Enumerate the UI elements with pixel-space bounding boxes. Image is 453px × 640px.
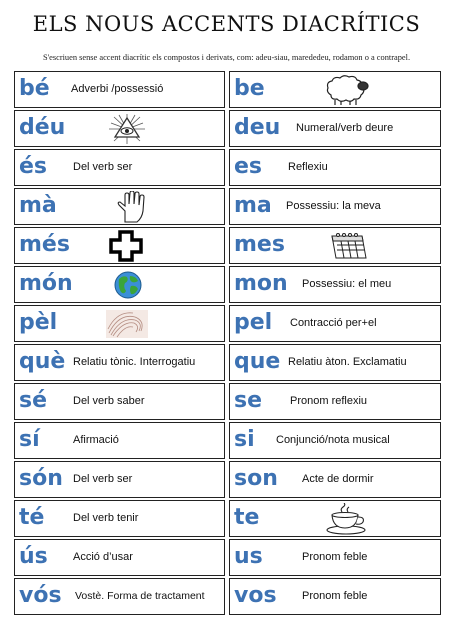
word-cell-right bbox=[229, 71, 441, 108]
accented-word: bé bbox=[19, 76, 50, 101]
unaccented-word: pel bbox=[234, 310, 273, 335]
table-row bbox=[14, 422, 441, 459]
word-cell-left bbox=[14, 227, 225, 264]
hair-icon bbox=[105, 309, 149, 339]
word-cell-left bbox=[14, 71, 225, 108]
calendar-icon bbox=[328, 230, 370, 262]
word-cell-right bbox=[229, 383, 441, 420]
unaccented-word: es bbox=[234, 154, 263, 179]
table-row bbox=[14, 149, 441, 186]
accented-word: és bbox=[19, 154, 48, 179]
word-cell-right bbox=[229, 500, 441, 537]
word-cell-left bbox=[14, 110, 225, 147]
unaccented-word: be bbox=[234, 76, 265, 101]
word-description: Pronom feble bbox=[302, 590, 368, 602]
table-row bbox=[14, 383, 441, 420]
table-row bbox=[14, 539, 441, 576]
accented-word: vós bbox=[19, 583, 62, 608]
table-row bbox=[14, 578, 441, 615]
unaccented-word: ma bbox=[234, 193, 272, 218]
unaccented-word: te bbox=[234, 505, 260, 530]
word-description: Acte de dormir bbox=[302, 473, 374, 485]
word-cell-right bbox=[229, 422, 441, 459]
unaccented-word: mon bbox=[234, 271, 288, 296]
word-cell-right bbox=[229, 344, 441, 381]
accented-word: sé bbox=[19, 388, 48, 413]
table-row bbox=[14, 266, 441, 303]
word-cell-left bbox=[14, 500, 225, 537]
word-description: Numeral/verb deure bbox=[296, 122, 394, 134]
table-row bbox=[14, 500, 441, 537]
page-title: ELS NOUS ACCENTS DIACRÍTICS bbox=[32, 12, 421, 36]
word-description: Possessiu: el meu bbox=[302, 278, 392, 290]
word-cell-right bbox=[229, 227, 441, 264]
word-description: Acció d’usar bbox=[73, 551, 133, 563]
word-cell-right bbox=[229, 188, 441, 225]
word-description: Reflexiu bbox=[288, 161, 328, 173]
accented-word: més bbox=[19, 232, 70, 257]
table-row bbox=[14, 461, 441, 498]
plus-icon bbox=[109, 230, 143, 262]
unaccented-word: us bbox=[234, 544, 263, 569]
accented-word: déu bbox=[19, 115, 66, 140]
unaccented-word: deu bbox=[234, 115, 281, 140]
word-cell-left bbox=[14, 149, 225, 186]
word-description: Afirmació bbox=[73, 434, 119, 446]
word-cell-right bbox=[229, 266, 441, 303]
unaccented-word: que bbox=[234, 349, 281, 374]
word-description: Relatiu tònic. Interrogatiu bbox=[73, 356, 196, 368]
word-cell-left bbox=[14, 266, 225, 303]
table-row bbox=[14, 110, 441, 147]
teacup-icon bbox=[324, 503, 370, 535]
word-description: Possessiu: la meva bbox=[286, 200, 381, 212]
word-cell-right bbox=[229, 110, 441, 147]
word-cell-right bbox=[229, 539, 441, 576]
globe-icon bbox=[113, 270, 143, 300]
page-subtitle: S'escriuen sense accent diacrític els compostos i derivats, com: adeu-siau, marededeu, rodamon o a contrapel. bbox=[42, 53, 411, 62]
word-cell-left bbox=[14, 188, 225, 225]
accents-table bbox=[14, 71, 441, 619]
word-cell-left bbox=[14, 422, 225, 459]
word-description: Del verb tenir bbox=[73, 512, 139, 524]
accented-word: mà bbox=[19, 193, 57, 218]
word-cell-right bbox=[229, 305, 441, 342]
word-description: Pronom feble bbox=[302, 551, 368, 563]
table-row bbox=[14, 188, 441, 225]
table-row bbox=[14, 227, 441, 264]
accented-word: món bbox=[19, 271, 73, 296]
word-cell-right bbox=[229, 578, 441, 615]
table-row bbox=[14, 305, 441, 342]
word-cell-left bbox=[14, 383, 225, 420]
hand-icon bbox=[115, 191, 149, 223]
word-description: Vostè. Forma de tractament bbox=[75, 590, 205, 602]
word-description: Del verb ser bbox=[73, 161, 133, 173]
table-row bbox=[14, 71, 441, 108]
accented-word: pèl bbox=[19, 310, 58, 335]
word-cell-right bbox=[229, 149, 441, 186]
accented-word: té bbox=[19, 505, 45, 530]
word-description: Relatiu àton. Exclamatiu bbox=[288, 356, 407, 368]
unaccented-word: vos bbox=[234, 583, 277, 608]
sheep-icon bbox=[318, 74, 370, 106]
word-description: Pronom reflexiu bbox=[290, 395, 368, 407]
word-cell-left bbox=[14, 578, 225, 615]
word-cell-left bbox=[14, 305, 225, 342]
word-description: Del verb saber bbox=[73, 395, 145, 407]
accented-word: són bbox=[19, 466, 63, 491]
word-cell-left bbox=[14, 539, 225, 576]
accented-word: què bbox=[19, 349, 66, 374]
accented-word: ús bbox=[19, 544, 48, 569]
word-cell-left bbox=[14, 344, 225, 381]
unaccented-word: si bbox=[234, 427, 255, 452]
unaccented-word: se bbox=[234, 388, 263, 413]
word-description: Del verb ser bbox=[73, 473, 133, 485]
word-description: Adverbi /possessió bbox=[71, 83, 164, 95]
word-description: Contracció per+el bbox=[290, 317, 377, 329]
unaccented-word: son bbox=[234, 466, 278, 491]
word-cell-right bbox=[229, 461, 441, 498]
word-cell-left bbox=[14, 461, 225, 498]
accented-word: sí bbox=[19, 427, 40, 452]
all-seeing-eye-icon bbox=[107, 113, 147, 145]
table-row bbox=[14, 344, 441, 381]
word-description: Conjunció/nota musical bbox=[276, 434, 390, 446]
unaccented-word: mes bbox=[234, 232, 285, 257]
